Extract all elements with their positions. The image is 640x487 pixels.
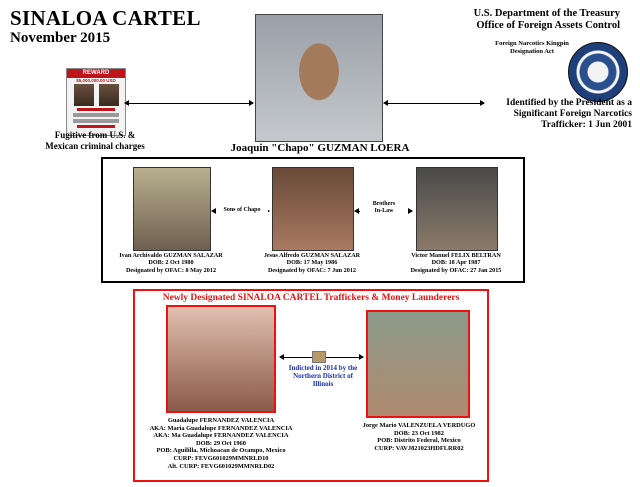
- person-caption-guadalupe: [136, 417, 306, 470]
- indicted-line-2: Northern District of Illinois: [293, 372, 353, 388]
- person-name: Guadalupe FERNANDEZ VALENCIA: [167, 417, 275, 424]
- person-photo-ivan: [133, 167, 211, 251]
- person-alt-curp: Alt. CURP: FEVG601029MMNRLD02: [167, 462, 275, 470]
- arrowhead-right-icon: [359, 354, 364, 360]
- person-curp: CURP: FEVG601029MMNRLD10: [173, 454, 269, 462]
- relation-brothers-label: [360, 201, 408, 215]
- arrowhead-right-icon: [480, 100, 485, 106]
- person-caption-jorge: [350, 422, 488, 452]
- person-photo-guadalupe: [166, 305, 276, 413]
- person-photo-victor: [416, 167, 498, 251]
- identified-note: [486, 98, 632, 131]
- person-pob: POB: Distrito Federal, Mexico: [377, 437, 461, 445]
- relation-brothers-line-2: In-Law: [374, 208, 394, 214]
- arrowhead-left-icon: [383, 100, 388, 106]
- person-caption-victor: [396, 252, 516, 274]
- reward-poster-redline: [77, 108, 115, 111]
- person-photo-jesus: [272, 167, 354, 251]
- treasury-line-2: Office of Foreign Assets Control: [476, 20, 620, 31]
- reward-mugshot-right: [99, 84, 119, 106]
- kingpin-act-line-1: Foreign Narcotics Kingpin: [495, 40, 569, 47]
- person-dob: DOB: 18 Apr 1987: [431, 259, 481, 267]
- main-person-name: Joaquin "Chapo" GUZMAN LOERA: [230, 142, 410, 154]
- person-name: Jorge Mario VALENZUELA VERDUGO: [362, 422, 476, 429]
- identified-line-2: Significant Foreign Narcotics: [513, 109, 632, 119]
- person-dob: DOB: 29 Oct 1960: [196, 439, 246, 447]
- reward-poster: [66, 68, 126, 136]
- fugitive-note: [30, 130, 160, 152]
- main-person-photo: [255, 14, 383, 142]
- fugitive-line-1: Fugitive from U.S. &: [54, 130, 136, 140]
- person-aka: AKA: Ma Guadalupe FERNANDEZ VALENCIA: [153, 432, 289, 440]
- person-photo-jorge: [366, 310, 470, 418]
- person-curp: CURP: VAVJ821023HDFLRR02: [374, 444, 464, 452]
- gavel-icon: [312, 351, 326, 363]
- newly-designated-title: Newly Designated SINALOA CARTEL Traffickers & Money Launderers: [162, 293, 460, 303]
- indicted-note: [283, 364, 363, 388]
- reward-poster-header: REWARD: [67, 69, 125, 78]
- person-designated: Designated by OFAC: 8 May 2012: [125, 266, 217, 274]
- reward-poster-redline: [77, 125, 115, 128]
- reward-poster-amount: $5,000,000.00 USD: [76, 78, 116, 83]
- arrowhead-left-icon: [279, 354, 284, 360]
- person-name: Jesus Alfredo GUZMAN SALAZAR: [263, 252, 361, 259]
- reward-poster-photos: [67, 83, 125, 107]
- reward-mugshot-left: [74, 84, 94, 106]
- reward-poster-textbar: [73, 119, 119, 123]
- person-caption-ivan: [111, 252, 231, 274]
- kingpin-act-line-2: Designation Act: [510, 48, 554, 55]
- arrowhead-right-icon: [249, 100, 254, 106]
- person-dob: DOB: 17 May 1986: [286, 259, 338, 267]
- person-caption-jesus: [252, 252, 372, 274]
- relation-brothers-line-1: Brothers: [372, 201, 396, 207]
- treasury-seal-icon: [568, 42, 628, 102]
- person-dob: DOB: 2 Oct 1980: [148, 259, 194, 267]
- indicted-line-1: Indicted in 2014 by the: [288, 364, 358, 372]
- connector-line-right: [385, 103, 484, 104]
- reward-poster-textbar: [73, 113, 119, 117]
- relation-sons-label: Sons of Chapo: [216, 207, 268, 214]
- identified-line-1: Identified by the President as a: [506, 98, 632, 108]
- treasury-heading: [452, 8, 620, 32]
- page-title: SINALOA CARTEL: [10, 6, 201, 30]
- page-date: November 2015: [10, 30, 111, 46]
- person-designated: Designated by OFAC: 7 Jun 2012: [267, 266, 357, 274]
- person-aka: AKA: Maria Guadalupe FERNANDEZ VALENCIA: [149, 424, 293, 432]
- person-designated: Designated by OFAC: 27 Jan 2015: [410, 266, 502, 274]
- arrowhead-left-icon: [124, 100, 129, 106]
- fugitive-line-2: Mexican criminal charges: [45, 141, 145, 151]
- person-name: Victor Manuel FELIX BELTRAN: [411, 252, 501, 259]
- arrowhead-right-icon: [408, 208, 413, 214]
- arrowhead-left-icon: [354, 208, 359, 214]
- person-dob: DOB: 23 Oct 1982: [394, 429, 444, 437]
- treasury-line-1: U.S. Department of the Treasury: [473, 8, 620, 19]
- connector-line-left: [126, 103, 253, 104]
- person-name: Ivan Archivaldo GUZMAN SALAZAR: [119, 252, 223, 259]
- identified-line-3: Trafficker: 1 Jun 2001: [541, 120, 632, 130]
- person-pob: POB: Aguililla, Michoacan de Ocampo, Mexico: [156, 447, 286, 455]
